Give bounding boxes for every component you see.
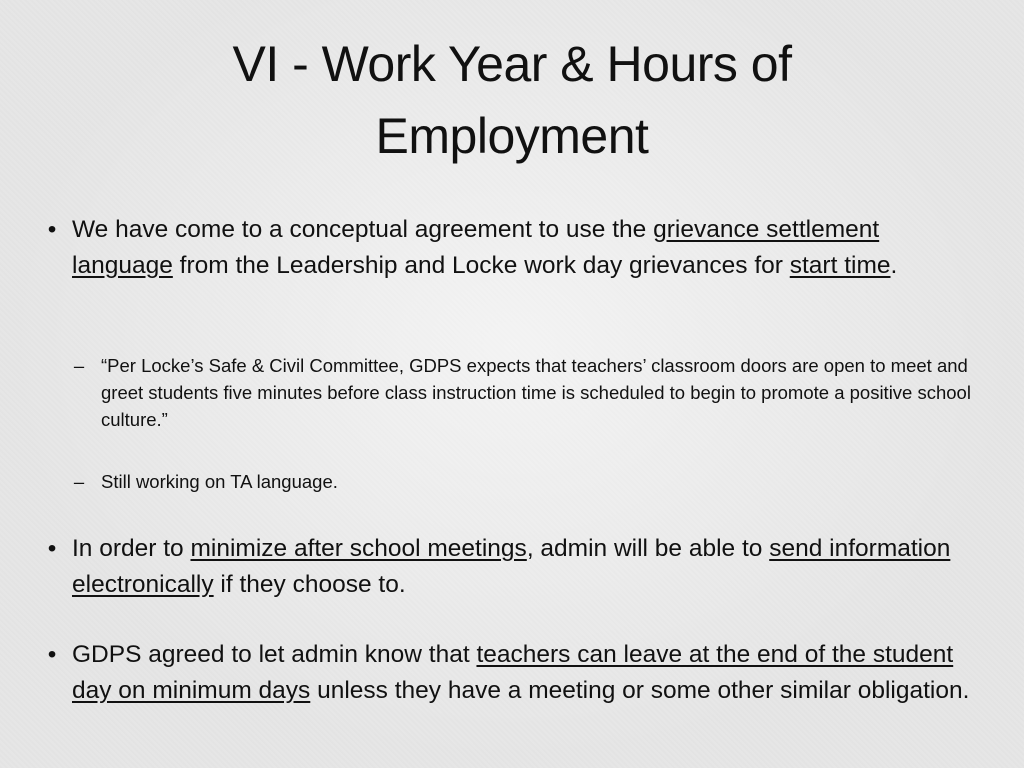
- bullet-marker: •: [47, 535, 57, 562]
- bullet-text: We have come to a conceptual agreement to use the: [72, 216, 654, 243]
- sub-bullet-text: “Per Locke’s Safe & Civil Committee, GDPS expects that teachers’ classroom doors are open to meet and greet students five minutes before class instruction time is scheduled to begin to promote a positive school culture.”: [101, 355, 971, 430]
- bullet-grievance-settlement: [47, 212, 982, 284]
- sub-bullet-text: Still working on TA language.: [101, 471, 338, 492]
- bullet-marker: •: [47, 216, 57, 243]
- bullet-text: if they choose to.: [213, 571, 406, 598]
- bullet-text: from the Leadership and Locke work day grievances for: [172, 252, 790, 279]
- bullet-minimum-days: [47, 637, 982, 709]
- sub-bullet-ta-language: [73, 468, 981, 495]
- bullet-after-school-meetings: [47, 531, 982, 603]
- bullet-text: unless they have a meeting or some other similar obligation.: [310, 677, 970, 704]
- underlined-phrase-start-time: start time: [789, 252, 891, 279]
- bullet-marker: •: [47, 641, 57, 668]
- underlined-phrase-send-information-electronically: send information electronically: [72, 535, 951, 598]
- bullet-text: In order to: [72, 535, 191, 562]
- underlined-phrase-teachers-can-leave: teachers can leave at the end of the student day on minimum days: [72, 641, 954, 704]
- dash-marker: –: [73, 471, 85, 492]
- underlined-phrase-minimize-after-school-meetings: minimize after school meetings: [190, 535, 527, 562]
- sub-bullet-locke-quote: [73, 352, 981, 433]
- underlined-phrase-grievance-settlement-language: grievance settlement language: [72, 216, 880, 279]
- bullet-text: GDPS agreed to let admin know that: [72, 641, 477, 668]
- slide-title-line-2: Employment: [375, 108, 649, 164]
- bullet-text: .: [890, 252, 898, 279]
- bullet-text: , admin will be able to: [526, 535, 770, 562]
- dash-marker: –: [73, 355, 85, 376]
- slide-title-line-1: VI - Work Year & Hours of: [232, 36, 792, 92]
